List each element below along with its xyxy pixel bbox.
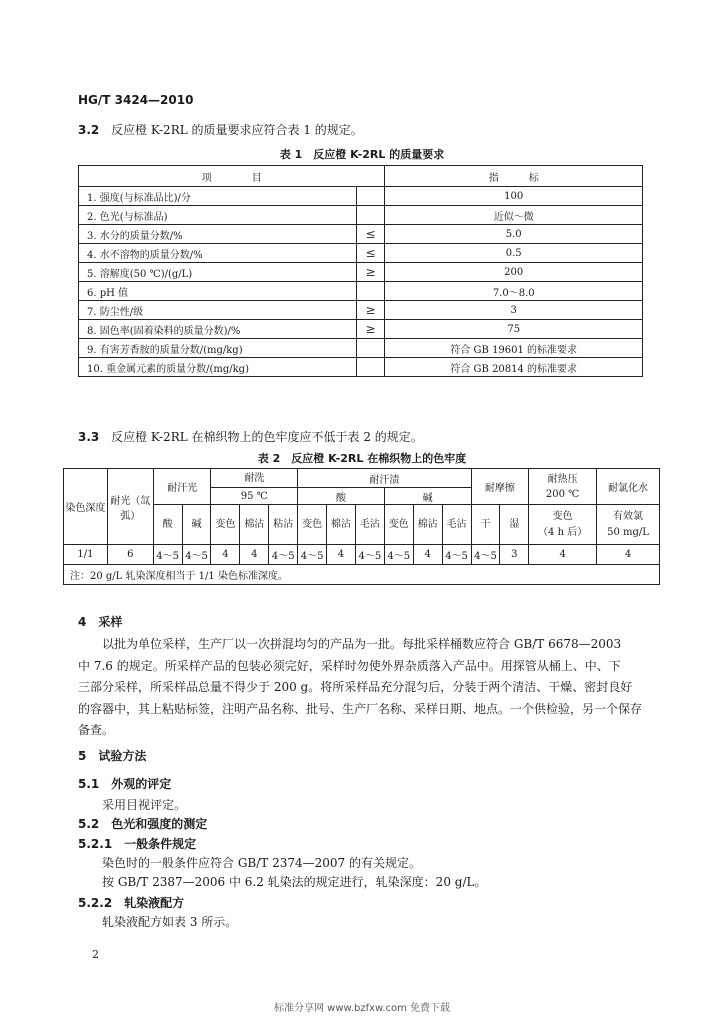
- table-cell-item: 8. 固色率(固着染料的质量分数)/%: [79, 320, 357, 339]
- standard-number: HG/T 3424—2010: [78, 93, 194, 107]
- table-2-header-rub-dry: 干: [471, 505, 500, 545]
- table-cell-value: 7.0～8.0: [385, 282, 643, 301]
- section-4-line: 备查。: [78, 723, 115, 737]
- table-1-header-item: 项 目: [79, 166, 385, 187]
- table-2-header-rub-wet: 湿: [500, 505, 529, 545]
- table-2-caption: 表 2 反应橙 K-2RL 在棉织物上的色牢度: [257, 452, 467, 465]
- table-cell-value: 近似～微: [385, 206, 643, 225]
- table-cell: 1/1: [64, 545, 108, 565]
- table-2-header-alkali-wool: 毛沾: [442, 505, 471, 545]
- table-cell-op: ≥: [356, 263, 385, 282]
- table-2-note: 注：20 g/L 轧染深度相当于 1/1 染色标准深度。: [64, 565, 660, 585]
- table-2-header-perspiration: 耐汗渍: [298, 469, 471, 488]
- table-row: [79, 320, 643, 339]
- table-cell-value: 5.0: [385, 225, 643, 244]
- section-4-line: 三部分采样，所采样品总量不得少于 200 g。将所采样品充分混匀后，分装于两个清洁、干燥、密封良好: [78, 680, 633, 694]
- table-cell: 4～5: [384, 545, 413, 565]
- table-cell: 4～5: [153, 545, 182, 565]
- table-1: [78, 165, 643, 377]
- table-cell-item: 10. 重金属元素的质量分数/(mg/kg): [79, 358, 357, 377]
- clause-5-2-2-text: 轧染液配方如表 3 所示。: [102, 915, 238, 929]
- table-cell-op: [356, 282, 385, 301]
- clause-3-3-number: 3.3: [78, 430, 100, 444]
- section-4-body: [78, 634, 668, 742]
- table-cell: 4: [327, 545, 356, 565]
- table-row: [79, 263, 643, 282]
- clause-3-3: [78, 428, 423, 445]
- table-cell: 4: [597, 545, 660, 565]
- section-5-title: 5 试验方法: [78, 749, 147, 763]
- table-cell-op: ≤: [356, 225, 385, 244]
- table-2-header-hot-press-temp: 200 ℃: [545, 488, 580, 500]
- table-2-header-chlorine-sub: [597, 505, 660, 545]
- clause-3-2-number: 3.2: [78, 123, 100, 137]
- table-2-header-hot-press-sub: [529, 505, 597, 545]
- table-cell-op: ≥: [356, 301, 385, 320]
- table-row: [79, 282, 643, 301]
- table-2-header-perspiration-alkali: 碱: [384, 488, 471, 505]
- table-row: [79, 358, 643, 377]
- table-cell-value: 75: [385, 320, 643, 339]
- table-cell: 4～5: [471, 545, 500, 565]
- table-cell-value: 100: [385, 187, 643, 206]
- clause-3-2: [78, 121, 363, 138]
- table-cell: 4: [211, 545, 240, 565]
- table-2-header-hot-press-label: 耐热压: [547, 473, 578, 485]
- table-cell-item: 7. 防尘性/级: [79, 301, 357, 320]
- table-cell-item: 9. 有害芳香胺的质量分数/(mg/kg): [79, 339, 357, 358]
- table-2-header-chlorine: 耐氯化水: [597, 469, 660, 505]
- table-cell-value: 符合 GB 19601 的标准要求: [385, 339, 643, 358]
- table-cell: 4: [413, 545, 442, 565]
- table-2-header-wash-viscose: 粘沾: [269, 505, 298, 545]
- table-row: [79, 339, 643, 358]
- table-2-header-perspiration-acid: 酸: [298, 488, 385, 505]
- table-2-header-acid-change: 变色: [298, 505, 327, 545]
- table-cell-op: [356, 339, 385, 358]
- table-2-header-sweat-alkali: 碱: [182, 505, 211, 545]
- table-2-header-wash-change: 变色: [211, 505, 240, 545]
- table-row: [64, 545, 660, 565]
- table-1-caption: 表 1 反应橙 K-2RL 的质量要求: [279, 148, 445, 161]
- table-cell: 4～5: [355, 545, 384, 565]
- table-cell: 4: [529, 545, 597, 565]
- section-4-line: 的容器中，其上粘贴标签，注明产品名称、批号、生产厂名称、采样日期、地点。一个供检验，另一个保存: [78, 701, 643, 716]
- table-cell: 4: [240, 545, 269, 565]
- table-row: [79, 206, 643, 225]
- section-4-title: 4 采样: [78, 615, 123, 629]
- table-2-header-alkali-change: 变色: [384, 505, 413, 545]
- table-cell: 3: [500, 545, 529, 565]
- table-2-header-sweat-acid: 酸: [153, 505, 182, 545]
- table-cell-item: 5. 溶解度(50 ℃)/(g/L): [79, 263, 357, 282]
- clause-5-1-text: 采用目视评定。: [102, 798, 187, 812]
- clause-5-1-title: 5.1 外观的评定: [78, 777, 172, 791]
- clause-5-2-1-title: 5.2.1 一般条件规定: [78, 837, 197, 851]
- table-cell: 4～5: [442, 545, 471, 565]
- table-2-header-chlorine-sub1: 有效氯: [613, 510, 643, 522]
- table-row: [79, 301, 643, 320]
- table-cell: 4～5: [298, 545, 327, 565]
- table-2-header-hot-press-sub1: 变色: [552, 510, 573, 522]
- table-cell: 4～5: [182, 545, 211, 565]
- table-2-header-rub: 耐摩擦: [471, 469, 529, 505]
- table-2-header-alkali-cotton: 棉沾: [413, 505, 442, 545]
- table-cell-item: 6. pH 值: [79, 282, 357, 301]
- clause-3-2-text: 反应橙 K-2RL 的质量要求应符合表 1 的规定。: [111, 123, 363, 137]
- table-cell-op: ≥: [356, 320, 385, 339]
- clause-5-2-1-line2: 按 GB/T 2387—2006 中 6.2 轧染法的规定进行，轧染深度：20 g/L。: [102, 875, 487, 889]
- table-2-header-depth: 染色深度: [64, 469, 108, 545]
- table-2-header-wash: [211, 469, 298, 488]
- section-4-line: 以批为单位采样，生产厂以一次拼混均匀的产品为一批。每批采样桶数应符合 GB/T 6678—2003: [102, 637, 622, 651]
- section-4-line: 中 7.6 的规定。所采样产品的包装必须完好，采样时勿使外界杂质落入产品中。用探管从桶上、中、下: [78, 658, 621, 673]
- table-cell-value: 200: [385, 263, 643, 282]
- table-2-header-wash-label: 耐洗: [244, 472, 265, 484]
- table-2-header-wash-temp: 95 ℃: [211, 488, 298, 505]
- table-2-header-chlorine-sub2: 50 mg/L: [607, 526, 649, 538]
- table-cell-item: 4. 水不溶物的质量分数/%: [79, 244, 357, 263]
- table-cell: 6: [107, 545, 153, 565]
- table-2: [63, 468, 660, 585]
- table-row: [79, 225, 643, 244]
- table-2-header-sweat-light: 耐汗光: [153, 469, 211, 505]
- table-2-header-hot-press: [529, 469, 597, 505]
- table-cell-value: 符合 GB 20814 的标准要求: [385, 358, 643, 377]
- table-cell-value: 3: [385, 301, 643, 320]
- table-row: [79, 187, 643, 206]
- table-cell-op: ≤: [356, 244, 385, 263]
- table-cell-item: 2. 色光(与标准品): [79, 206, 357, 225]
- table-cell-item: 1. 强度(与标准品比)/分: [79, 187, 357, 206]
- table-cell-value: 0.5: [385, 244, 643, 263]
- clause-5-2-1-line1: 染色时的一般条件应符合 GB/T 2374—2007 的有关规定。: [102, 856, 421, 870]
- table-cell-item: 3. 水分的质量分数/%: [79, 225, 357, 244]
- download-footer: 标准分享网 www.bzfxw.com 免费下载: [274, 1003, 450, 1014]
- table-cell-op: [356, 358, 385, 377]
- clause-5-2-2-title: 5.2.2 轧染液配方: [78, 896, 185, 910]
- table-cell-op: [356, 206, 385, 225]
- table-cell: 4～5: [269, 545, 298, 565]
- table-2-header-hot-press-sub2: （4 h 后）: [538, 526, 588, 538]
- table-2-header-wash-cotton: 棉沾: [240, 505, 269, 545]
- table-1-header-value: 指 标: [385, 166, 643, 187]
- table-2-header-light: 耐光（氙弧）: [107, 469, 153, 545]
- table-cell-op: [356, 187, 385, 206]
- table-2-header-acid-wool: 毛沾: [355, 505, 384, 545]
- clause-5-2-title: 5.2 色光和强度的测定: [78, 817, 208, 831]
- table-2-header-acid-cotton: 棉沾: [327, 505, 356, 545]
- page-number: 2: [92, 948, 99, 961]
- table-row: [79, 244, 643, 263]
- clause-3-3-text: 反应橙 K-2RL 在棉织物上的色牢度应不低于表 2 的规定。: [111, 430, 423, 444]
